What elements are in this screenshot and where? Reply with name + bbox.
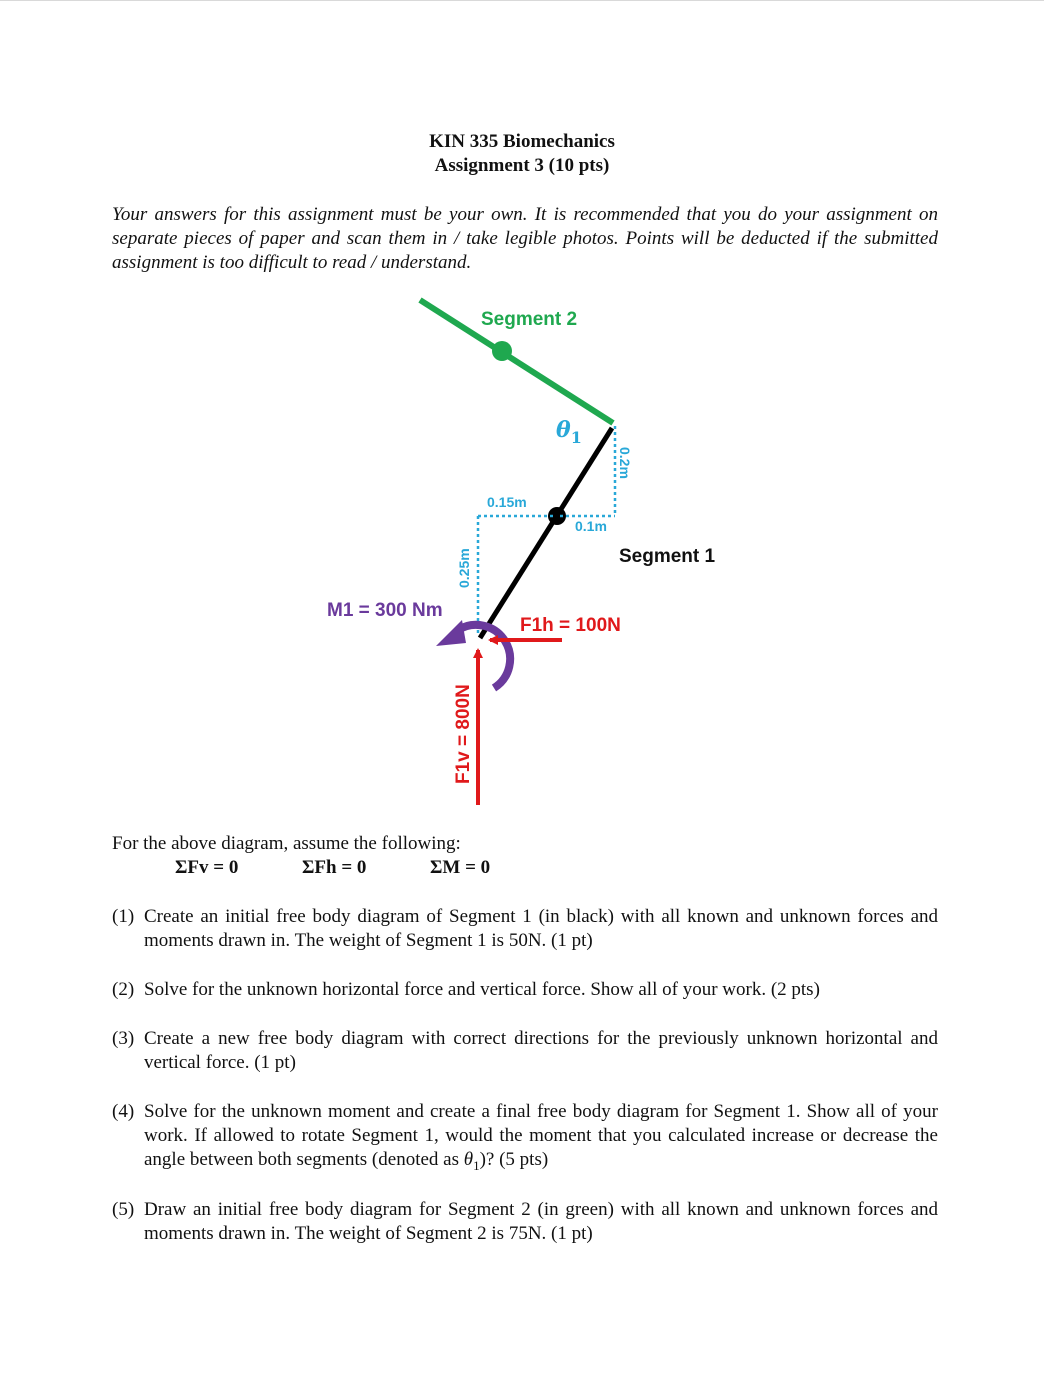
question-text: Create an initial free body diagram of Segment 1 (in black) with all known and unknown forces and moments drawn in. The weight of Segment 1 is 50N. (1 pt)	[144, 906, 938, 951]
equation-sum-fh: ΣFh = 0	[302, 857, 367, 878]
force-v-label: F1v = 800N	[453, 684, 474, 784]
question-number: (1)	[112, 906, 135, 927]
dim-label-01: 0.1m	[575, 518, 607, 534]
dim-label-015: 0.15m	[487, 494, 527, 510]
question-text: Draw an initial free body diagram for Segment 2 (in green) with all known and unknown forces and moments drawn in. The weight of Segment 2 is 75N. (1 pt)	[144, 1199, 938, 1244]
free-body-diagram	[0, 290, 1044, 820]
page-subtitle: Assignment 3 (10 pts)	[434, 155, 610, 176]
question-number: (5)	[112, 1199, 135, 1220]
question-1	[112, 905, 938, 953]
question-text: Solve for the unknown moment and create a final free body diagram for Segment 1. Show all of your work. If allowed to rotate Segment 1, would the moment that you calculated increase or decrease the angle between both segments (denoted as $\theta_1$)? (5 pts)	[144, 1101, 938, 1173]
segment-2-center-of-mass	[492, 341, 512, 361]
assumptions-lead: For the above diagram, assume the following:	[112, 833, 461, 854]
moment-arrowhead	[436, 620, 466, 646]
question-5	[112, 1198, 938, 1246]
question-4	[112, 1100, 938, 1178]
equation-sum-m: ΣM = 0	[430, 857, 491, 878]
question-3	[112, 1027, 938, 1075]
question-number: (4)	[112, 1101, 135, 1122]
intro-paragraph: Your answers for this assignment must be your own. It is recommended that you do your assignment on separate pieces of paper and scan them in / take legible photos. Points will be deducted if the submitted assignment is too difficult to read / understand.	[112, 204, 938, 273]
segment-2-label: Segment 2	[481, 309, 578, 330]
segment-1-label: Segment 1	[619, 546, 716, 567]
force-h-label: F1h = 100N	[520, 615, 621, 636]
question-2	[112, 978, 938, 1002]
theta-label: $\theta_1$	[556, 417, 582, 447]
question-text: Solve for the unknown horizontal force and vertical force. Show all of your work. (2 pts)	[144, 979, 820, 1000]
page-title: KIN 335 Biomechanics	[429, 131, 615, 152]
question-number: (2)	[112, 979, 135, 1000]
title-block	[0, 130, 1044, 178]
equation-sum-fv: ΣFv = 0	[175, 857, 239, 878]
question-number: (3)	[112, 1028, 135, 1049]
dim-label-025: 0.25m	[456, 548, 472, 588]
page-top-border	[0, 0, 1044, 1]
question-text: Create a new free body diagram with correct directions for the previously unknown horizontal and vertical force. (1 pt)	[144, 1028, 938, 1073]
moment-label: M1 = 300 Nm	[327, 600, 443, 621]
dim-label-02: 0.2m	[617, 447, 633, 479]
